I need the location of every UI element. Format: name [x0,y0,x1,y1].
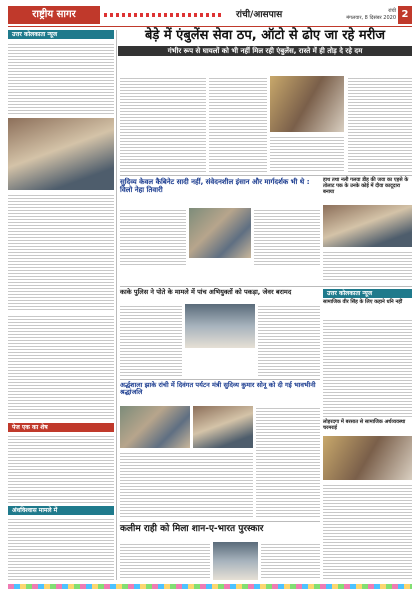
story2-text-2 [254,208,320,266]
story3-headline: हाथ तथा नली गलवा डीह की जवा का एहसे के तोलाट पक के उनके कोई में दीवा कादूदारा बनाया [323,177,409,195]
decorative-dots [104,13,224,17]
lead-text-1 [120,76,206,172]
masthead-brand: राष्ट्रीय सागर [8,6,100,24]
story3-text [323,250,412,282]
right-band-block [323,289,412,298]
bottom-photo [213,542,258,580]
story2-headline-block [120,178,320,208]
right-box-headline-block [323,300,412,316]
story2-headline: सुदिव्य केवल कैबिनेट सादी नहीं, संवेदनशील इंसान और मार्गदर्शक भी थे : विलो नेहा तिवारी [120,178,310,195]
right-box-headline: सामाजिक वीर सिंह के लिए कहाने धनि नहीं [323,299,403,305]
date-city: रांची [388,8,396,14]
right-text-1 [323,318,412,418]
left-bottom-text [8,517,114,581]
story4-headline-block [120,289,320,303]
left-bottom-band-2 [8,506,114,515]
bottom-text-2 [261,542,320,580]
mid-rule [120,286,412,287]
left-photo [8,118,114,190]
story5-photo-2 [193,406,253,448]
left-section-band: उत्तर कोलकाता न्यूज [8,30,114,39]
story5-text-1 [256,406,320,518]
left-article-text-3 [8,314,114,420]
lead-bottom-rule [120,175,412,176]
date-block [326,8,396,22]
right-photo [323,436,412,480]
right-text-2 [323,483,412,580]
story2-text-1 [120,208,186,266]
story3-headline-block [323,178,412,204]
story4-headline: काके पुलिस ने पोते के मामले में पांच अभियुक्तों को पकड़ा, जेवर बरामद [120,288,292,296]
section-title: रांची/आसपास [236,10,283,20]
story4-text-1 [120,304,182,376]
page-number: 2 [398,6,412,24]
page-header [8,6,412,24]
story4-photo [185,304,255,348]
bottom-headline: कलीम राही को मिला शान-ए-भारत पुरस्कार [120,524,264,534]
story3-photo [323,205,412,247]
lead-headline: बेड़े में एंबुलेंस सेवा ठप, ऑटो से ढोए जा रहे मरीज [144,28,386,43]
story4-text-2 [258,304,320,376]
left-continued-text [8,434,114,504]
lower-rule [120,379,320,380]
column-rule [116,30,117,580]
header-rule [8,26,412,27]
continued-band: पेज एक का शेष [8,423,114,432]
lead-subheadline: गंभीर रूप से घायलों को भी नहीं मिल रही एंबुलेंस, रास्ते में ही तोड़ दे रहे दम [118,46,412,56]
bottom-rule [120,521,320,522]
right-story-headline: लोहरदगा में बरसात से सामाजिक अर्थव्यवस्था चरमराई [323,419,406,431]
left-bottom-band-1 [8,423,114,432]
story5-photo-1 [120,406,190,448]
left-bottom-band-label: अंधविश्वास मामले में [8,506,114,515]
story2-photo [189,208,251,258]
right-story-headline-block [323,420,412,434]
right-section-band: उत्तर कोलकाता न्यूज [323,289,412,298]
date-text: मंगलवार, 8 दिसंबर 2020 [346,15,396,21]
story5-headline: अर्द्धशाला झाके रांची में दिवंगत पर्यटन मंत्री सुदिव्य कुमार सोनू को दी गई भावभीनी श्रद्धांजलि [120,381,316,397]
lead-text-4 [348,76,412,172]
footer-color-strip [8,584,412,589]
story5-headline-block [120,382,320,404]
lead-text-2 [209,76,267,172]
lead-headline-block [118,29,412,73]
lead-text-3 [270,135,344,172]
left-article-text-2 [8,193,114,311]
lead-photo [270,76,344,132]
bottom-headline-block [120,524,320,540]
bottom-text-1 [120,542,210,580]
story5-text-2 [120,451,253,518]
left-article-text [8,42,114,116]
